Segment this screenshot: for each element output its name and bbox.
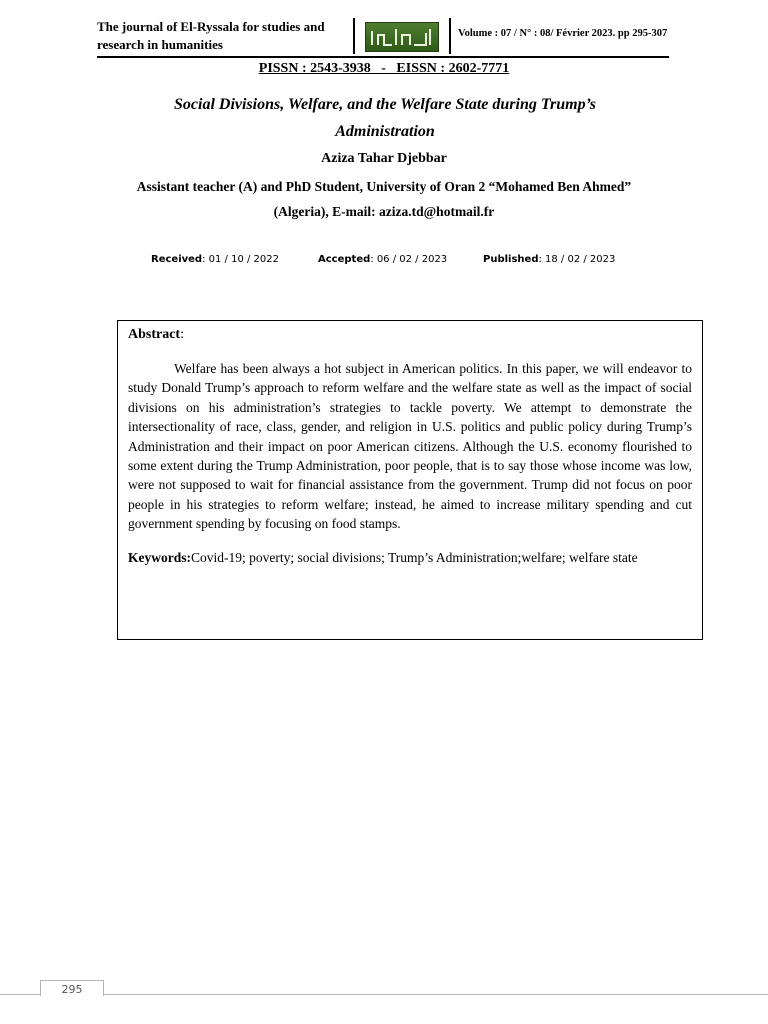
received-date: [151, 254, 279, 265]
keywords-label: Keywords:: [128, 549, 191, 565]
published-value: : 18 / 02 / 2023: [538, 254, 616, 265]
volume-info: Volume : 07 / N° : 08/ Février 2023. pp 295-307: [458, 28, 668, 39]
journal-name: The journal of El-Ryssala for studies and research in humanities: [97, 19, 325, 52]
page-number: 295: [40, 980, 104, 996]
accepted-value: : 06 / 02 / 2023: [370, 254, 448, 265]
author-affiliation: Assistant teacher (A) and PhD Student, University of Oran 2 “Mohamed Ben Ahmed” (Algeria), E-mail: aziza.td@hotmail.fr: [136, 179, 632, 219]
journal-logo-frame: [353, 18, 451, 54]
journal-header: [97, 18, 669, 58]
footer-divider: [0, 994, 768, 995]
author-name: Aziza Tahar Djebbar: [321, 151, 447, 166]
abstract-box: [117, 320, 703, 640]
paper-title: Social Divisions, Welfare, and the Welfare State during Trump’s Administration: [174, 96, 596, 140]
abstract-heading: [128, 325, 692, 345]
published-date: [483, 254, 615, 265]
accepted-date: [318, 254, 447, 265]
abstract-heading-colon: :: [180, 327, 184, 342]
abstract-heading-label: Abstract: [128, 327, 181, 342]
keywords-list: Covid-19; poverty; social divisions; Trump’s Administration;welfare; welfare state: [191, 549, 638, 565]
published-label: Published: [483, 254, 539, 265]
keywords: [128, 548, 692, 567]
accepted-label: Accepted: [318, 254, 371, 265]
abstract-text: Welfare has been always a hot subject in American politics. In this paper, we will endeavor to study Donald Trump’s approach to reform welfare and the welfare state as well as the impact of social divisions on his administration’s strategies to tackle poverty. We attempt to demonstrate the intersectionality of race, class, gender, and religion in U.S. politics and public policy during Trump’s Administration and their impact on poor American citizens. Although the U.S. economy flourished to some extent during the Trump Administration, poor people, that is to say those whose income was low, were not supposed to wait for financial assistance from the government. Trump did not focus on poor people in his strategies to reform welfare; instead, he aimed to increase military spending and cut government spending by focusing on food stamps.: [128, 361, 692, 532]
issn-line: PISSN : 2543-3938 - EISSN : 2602-7771: [258, 61, 510, 76]
journal-logo: [365, 22, 439, 52]
received-label: Received: [151, 254, 203, 265]
received-value: : 01 / 10 / 2022: [202, 254, 279, 265]
